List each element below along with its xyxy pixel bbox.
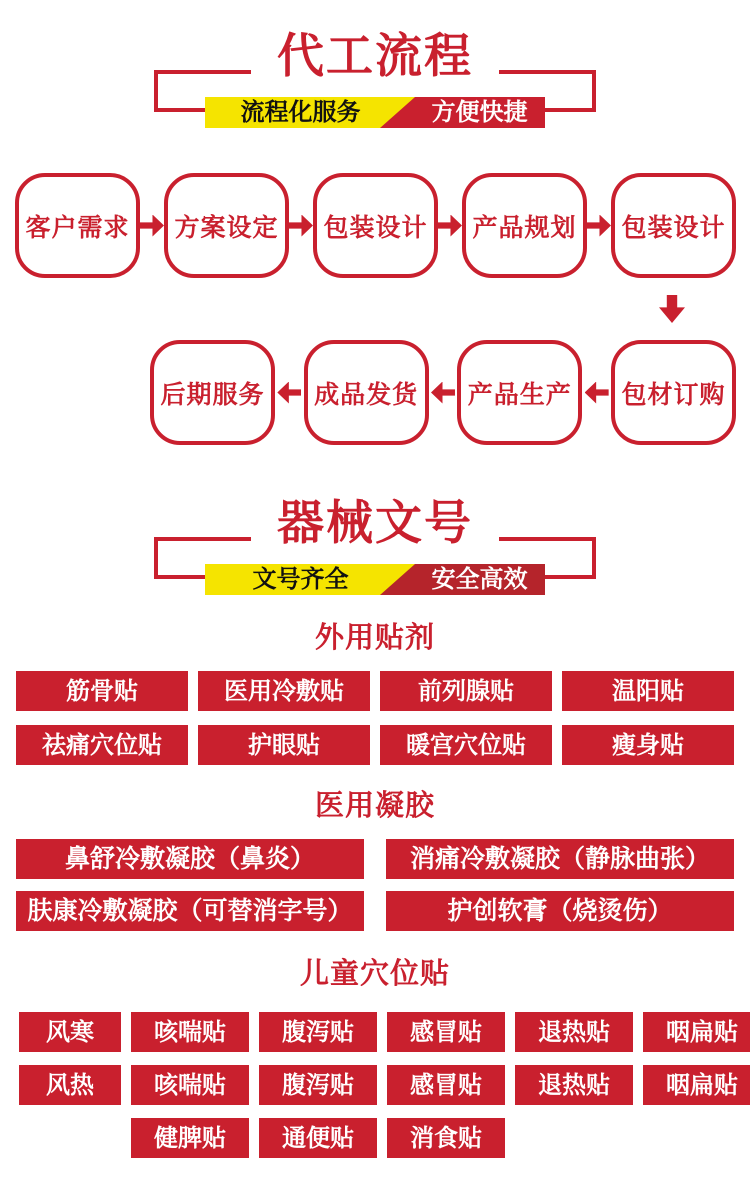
- license-section: [0, 495, 750, 1158]
- flow-step: 产品生产: [457, 340, 582, 445]
- product-tag: 筋骨贴: [16, 671, 188, 711]
- tag-row: [0, 1118, 750, 1158]
- product-tag: 感冒贴: [387, 1065, 505, 1105]
- flow-row-bottom: [150, 340, 736, 445]
- product-tag: 肤康冷敷凝胶（可替消字号）: [16, 891, 364, 931]
- product-tag: 感冒贴: [387, 1012, 505, 1052]
- product-tag: 退热贴: [515, 1012, 633, 1052]
- product-tag: 风热: [19, 1065, 121, 1105]
- product-tag: 前列腺贴: [380, 671, 552, 711]
- product-tag: 咳喘贴: [131, 1065, 249, 1105]
- flow-step: 方案设定: [164, 173, 289, 278]
- flow-step: 产品规划: [462, 173, 587, 278]
- product-tag: 通便贴: [259, 1118, 377, 1158]
- product-tag: 消痛冷敷凝胶（静脉曲张）: [386, 839, 734, 879]
- process-section: [0, 28, 750, 445]
- product-tag: 风寒: [19, 1012, 121, 1052]
- product-tag: 祛痛穴位贴: [16, 725, 188, 765]
- product-tag: 医用冷敷贴: [198, 671, 370, 711]
- product-tag: 温阳贴: [562, 671, 734, 711]
- tag-row: [0, 1012, 750, 1052]
- arrow-right-icon: [289, 215, 313, 237]
- group-heading-medical-gel: 医用凝胶: [314, 788, 435, 822]
- flow-step: 包装设计: [313, 173, 438, 278]
- product-tag: 瘦身贴: [562, 725, 734, 765]
- group-heading-children-acupoint-patches: 儿童穴位贴: [299, 956, 450, 990]
- flow-step: 包材订购: [611, 340, 736, 445]
- tag-row: [0, 839, 750, 879]
- banner-left-label: 流程化服务: [240, 98, 361, 126]
- arrow-right-icon: [438, 215, 462, 237]
- license-title-block: [0, 495, 750, 595]
- tag-row: [0, 671, 750, 711]
- product-tag: 消食贴: [387, 1118, 505, 1158]
- flow-step: 客户需求: [15, 173, 140, 278]
- arrow-down-icon: [659, 295, 685, 323]
- banner-left-label: 文号齐全: [252, 565, 349, 593]
- tag-row: [0, 725, 750, 765]
- product-tag: 健脾贴: [131, 1118, 249, 1158]
- product-tag: 护眼贴: [198, 725, 370, 765]
- flow-step: 包装设计: [611, 173, 736, 278]
- product-tag: 鼻舒冷敷凝胶（鼻炎）: [16, 839, 364, 879]
- tag-row: [0, 1065, 750, 1105]
- product-tag: 腹泻贴: [259, 1065, 377, 1105]
- license-title: 器械文号: [251, 495, 499, 553]
- group-heading-external-patches: 外用贴剂: [314, 620, 435, 654]
- product-tag: 退热贴: [515, 1065, 633, 1105]
- license-banner: [205, 564, 545, 595]
- product-tag: 咽扁贴: [643, 1012, 750, 1052]
- process-banner: [205, 97, 545, 128]
- arrow-left-icon: [585, 382, 609, 404]
- product-tag: 腹泻贴: [259, 1012, 377, 1052]
- flow-step: 后期服务: [150, 340, 275, 445]
- product-tag: 护创软膏（烧烫伤）: [386, 891, 734, 931]
- flow-connector: [0, 278, 750, 340]
- product-tag: 暖宫穴位贴: [380, 725, 552, 765]
- product-tag: 咳喘贴: [131, 1012, 249, 1052]
- tag-row: [0, 891, 750, 931]
- process-title-block: [0, 28, 750, 128]
- banner-right-label: 安全高效: [431, 565, 528, 593]
- arrow-left-icon: [277, 382, 301, 404]
- arrow-right-icon: [587, 215, 611, 237]
- process-title: 代工流程: [251, 28, 499, 86]
- banner-right-label: 方便快捷: [431, 98, 528, 126]
- arrow-right-icon: [140, 215, 164, 237]
- flow-row-top: [0, 173, 750, 278]
- product-tag: 咽扁贴: [643, 1065, 750, 1105]
- flow-step: 成品发货: [304, 340, 429, 445]
- arrow-left-icon: [431, 382, 455, 404]
